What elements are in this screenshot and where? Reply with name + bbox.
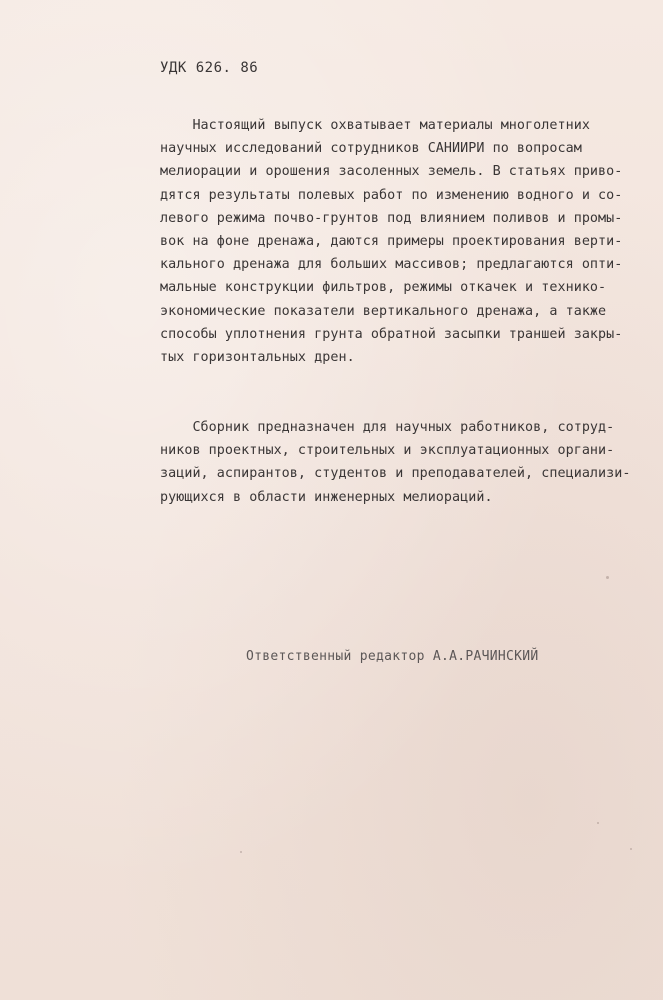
text-line: кального дренажа для больших массивов; предлагаются опти- [160, 257, 623, 273]
abstract-paragraph [160, 114, 660, 369]
text-line: вок на фоне дренажа, даются примеры проектирования верти- [160, 234, 623, 250]
text-line: Настоящий выпуск охватывает материалы многолетних [160, 118, 590, 133]
text-line: дятся результаты полевых работ по изменению водного и со- [160, 187, 623, 203]
audience-paragraph [160, 416, 660, 509]
text-line: рующихся в области инженерных мелиораций. [160, 489, 493, 505]
paper-speck [240, 851, 242, 853]
text-line: тых горизонтальных дрен. [160, 350, 355, 366]
text-line: Сборник предназначен для научных работников, сотруд- [160, 420, 615, 435]
text-line: научных исследований сотрудников САНИИРИ по вопросам [160, 141, 582, 157]
text-line: мальные конструкции фильтров, режимы откачек и технико- [160, 280, 607, 296]
paper-speck [597, 822, 599, 824]
text-line: заций, аспирантов, студентов и преподавателей, специализи- [160, 466, 631, 482]
text-line: способы уплотнения грунта обратной засыпки траншей закры- [160, 326, 623, 342]
text-line: экономические показатели вертикального дренажа, а также [160, 303, 607, 319]
udc-code: УДК 626. 86 [160, 60, 259, 76]
text-line: левого режима почво-грунтов под влиянием поливов и промы- [160, 210, 623, 226]
text-line: ников проектных, строительных и эксплуатационных органи- [160, 443, 615, 459]
paper-speck [630, 848, 632, 850]
text-line: мелиорации и орошения засоленных земель. В статьях приво- [160, 164, 623, 180]
responsible-editor: Ответственный редактор А.А.РАЧИНСКИЙ [246, 649, 539, 664]
paper-speck [606, 576, 609, 579]
